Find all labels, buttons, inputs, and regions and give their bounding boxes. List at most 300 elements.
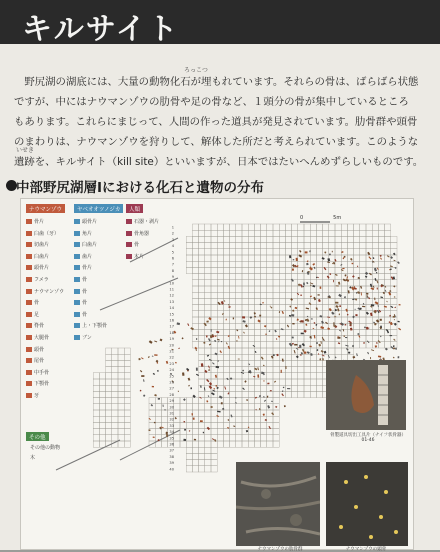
grid-cell — [217, 373, 223, 379]
fossil-mark — [319, 358, 321, 360]
grid-cell — [261, 255, 267, 261]
grid-cell — [304, 379, 310, 385]
grid-cell — [273, 267, 279, 273]
legend-item-label: 脊骨 — [34, 323, 45, 330]
fossil-mark — [291, 279, 294, 282]
grid-cell — [310, 292, 316, 298]
grid-cell — [217, 317, 223, 323]
grid-cell — [254, 323, 260, 329]
grid-cell — [292, 385, 298, 391]
fossil-mark — [156, 360, 159, 363]
grid-cell — [279, 230, 285, 236]
grid-row-label: 37 — [169, 448, 174, 453]
grid-cell — [378, 230, 384, 236]
grid-row-label: 35 — [169, 436, 174, 441]
grid-cell — [236, 255, 242, 261]
grid-cell — [236, 224, 242, 230]
legend-item-label: 尾骨 — [34, 358, 45, 365]
fossil-mark — [282, 359, 284, 362]
grid-cell — [298, 261, 304, 267]
grid-cell — [335, 317, 341, 323]
grid-cell — [254, 267, 260, 273]
fossil-mark — [222, 313, 224, 315]
fossil-mark — [216, 387, 219, 389]
grid-cell — [205, 398, 211, 404]
grid-cell — [199, 373, 205, 379]
grid-cell — [341, 298, 347, 304]
fossil-mark — [178, 391, 179, 392]
fossil-mark — [224, 300, 226, 302]
grid-cell — [378, 329, 384, 335]
grid-row-label: 28 — [169, 392, 174, 397]
grid-cell — [124, 367, 130, 373]
grid-cell — [385, 323, 391, 329]
fossil-mark — [154, 354, 157, 356]
grid-cell — [354, 236, 360, 242]
photo-caption-rib-cluster: ナウマンゾウの肋骨群 — [257, 547, 303, 552]
fossil-mark — [211, 392, 215, 395]
fossil-mark — [348, 290, 350, 293]
fossil-mark — [298, 284, 300, 286]
fossil-mark — [338, 342, 340, 344]
grid-cell — [161, 441, 167, 447]
fossil-mark — [209, 359, 212, 361]
grid-cell — [242, 336, 248, 342]
fossil-mark — [292, 268, 294, 270]
grid-cell — [323, 280, 329, 286]
grid-cell — [205, 404, 211, 410]
grid-cell — [99, 385, 105, 391]
fossil-mark — [393, 345, 394, 347]
fossil-mark — [188, 385, 190, 387]
grid-cell — [205, 286, 211, 292]
grid-cell — [112, 367, 118, 373]
fossil-mark — [200, 386, 201, 388]
fossil-mark — [362, 306, 365, 307]
fossil-mark — [374, 268, 377, 272]
fossil-mark — [350, 328, 353, 331]
grid-cell — [186, 243, 192, 249]
grid-cell — [211, 255, 217, 261]
grid-cell — [316, 385, 322, 391]
grid-cell — [99, 391, 105, 397]
grid-cell — [223, 243, 229, 249]
grid-cell — [199, 336, 205, 342]
grid-cell — [279, 305, 285, 311]
grid-cell — [236, 249, 242, 255]
grid-cell — [211, 249, 217, 255]
fossil-mark — [177, 322, 180, 325]
grid-cell — [372, 329, 378, 335]
grid-cell — [329, 311, 335, 317]
grid-cell — [285, 230, 291, 236]
fossil-mark — [143, 379, 145, 382]
grid-cell — [211, 466, 217, 472]
grid-cell — [323, 311, 329, 317]
fossil-mark — [299, 345, 301, 348]
legend-item-label: 切歯片 — [34, 242, 50, 249]
grid-cell — [217, 305, 223, 311]
grid-cell — [360, 249, 366, 255]
fossil-mark — [318, 353, 319, 355]
fossil-mark — [267, 383, 269, 385]
grid-cell — [341, 274, 347, 280]
fossil-mark — [302, 270, 303, 272]
fossil-mark — [282, 311, 284, 314]
grid-cell — [366, 329, 372, 335]
fossil-mark — [309, 250, 310, 252]
grid-cell — [211, 243, 217, 249]
grid-cell — [211, 236, 217, 242]
grid-cell — [316, 280, 322, 286]
grid-cell — [354, 249, 360, 255]
fossil-mark — [206, 379, 209, 382]
fossil-mark — [265, 334, 266, 335]
fossil-mark — [235, 402, 237, 404]
grid-cell — [106, 410, 112, 416]
grid-cell — [186, 416, 192, 422]
grid-cell — [261, 236, 267, 242]
fossil-mark — [318, 344, 320, 347]
grid-cell — [230, 385, 236, 391]
grid-cell — [236, 348, 242, 354]
grid-cell — [223, 261, 229, 267]
grid-cell — [335, 249, 341, 255]
legend-item-label: 骨 — [134, 242, 140, 249]
fossil-mark — [157, 370, 159, 372]
grid-cell — [267, 360, 273, 366]
grid-cell — [161, 404, 167, 410]
grid-cell — [112, 410, 118, 416]
grid-cell — [304, 305, 310, 311]
grid-cell — [267, 311, 273, 317]
grid-cell — [304, 243, 310, 249]
fossil-mark — [194, 439, 196, 441]
grid-row-label: 32 — [169, 417, 174, 422]
grid-cell — [242, 255, 248, 261]
grid-cell — [248, 429, 254, 435]
fossil-mark — [196, 338, 197, 340]
grid-cell — [205, 441, 211, 447]
grid-cell — [329, 329, 335, 335]
fossil-mark — [222, 408, 224, 410]
ruby-iseki: いせき — [16, 147, 35, 154]
grid-cell — [230, 354, 236, 360]
grid-cell — [316, 360, 322, 366]
grid-cell — [217, 342, 223, 348]
grid-cell — [192, 460, 198, 466]
grid-cell — [323, 236, 329, 242]
grid-cell — [186, 453, 192, 459]
grid-cell — [242, 342, 248, 348]
fossil-mark — [348, 352, 350, 354]
grid-cell — [199, 367, 205, 373]
grid-cell — [199, 292, 205, 298]
grid-cell — [285, 391, 291, 397]
grid-cell — [267, 236, 273, 242]
grid-cell — [298, 360, 304, 366]
grid-cell — [118, 391, 124, 397]
grid-cell — [223, 398, 229, 404]
grid-cell — [211, 280, 217, 286]
fossil-mark — [192, 413, 193, 415]
grid-cell — [292, 336, 298, 342]
grid-cell — [223, 429, 229, 435]
fossil-mark — [209, 382, 212, 385]
fossil-mark — [296, 258, 298, 261]
grid-cell — [285, 336, 291, 342]
grid-cell — [223, 230, 229, 236]
grid-cell — [118, 398, 124, 404]
fossil-mark — [264, 325, 266, 327]
grid-cell — [248, 342, 254, 348]
grid-row-label: 12 — [169, 293, 174, 298]
grid-cell — [366, 236, 372, 242]
grid-cell — [273, 255, 279, 261]
grid-cell — [267, 342, 273, 348]
grid-cell — [335, 348, 341, 354]
fossil-mark — [182, 372, 184, 376]
grid-cell — [99, 441, 105, 447]
grid-cell — [199, 224, 205, 230]
grid-cell — [329, 224, 335, 230]
grid-cell — [248, 416, 254, 422]
grid-cell — [261, 429, 267, 435]
grid-cell — [248, 404, 254, 410]
fossil-mark — [254, 368, 257, 371]
grid-cell — [186, 267, 192, 273]
grid-cell — [279, 261, 285, 267]
grid-cell — [378, 311, 384, 317]
grid-cell — [360, 236, 366, 242]
grid-cell — [254, 329, 260, 335]
grid-cell — [242, 274, 248, 280]
grid-cell — [347, 230, 353, 236]
grid-cell — [236, 416, 242, 422]
fossil-mark — [349, 286, 351, 288]
legend-group-tab: ヤベオオツノジカ — [74, 204, 123, 213]
grid-cell — [149, 398, 155, 404]
fossil-mark — [390, 256, 393, 259]
grid-cell — [391, 305, 397, 311]
fossil-mark — [325, 322, 328, 325]
legend-item-label: 石器・剥片 — [134, 219, 160, 225]
grid-cell — [217, 243, 223, 249]
fossil-mark — [398, 356, 400, 358]
grid-cell — [180, 398, 186, 404]
legend-item-label: 大腿骨 — [34, 335, 50, 341]
grid-cell — [180, 410, 186, 416]
grid-cell — [279, 249, 285, 255]
fossil-mark — [289, 315, 291, 317]
grid-cell — [360, 311, 366, 317]
grid-row-label: 24 — [169, 368, 174, 373]
grid-cell — [205, 236, 211, 242]
grid-cell — [391, 336, 397, 342]
grid-cell — [261, 398, 267, 404]
fossil-mark — [289, 343, 293, 347]
fossil-mark — [154, 341, 157, 343]
fossil-mark — [393, 357, 395, 359]
grid-cell — [211, 298, 217, 304]
grid-cell — [236, 410, 242, 416]
grid-cell — [236, 429, 242, 435]
grid-cell — [192, 447, 198, 453]
grid-cell — [298, 367, 304, 373]
grid-cell — [304, 274, 310, 280]
grid-cell — [93, 391, 99, 397]
grid-cell — [304, 385, 310, 391]
fossil-mark — [322, 257, 325, 260]
fossil-mark — [303, 283, 305, 286]
grid-cell — [378, 267, 384, 273]
grid-cell — [304, 230, 310, 236]
scale-bar-label: 0 5m — [300, 215, 342, 221]
grid-cell — [261, 280, 267, 286]
fossil-mark — [366, 293, 368, 295]
grid-cell — [267, 249, 273, 255]
fossil-mark — [335, 302, 338, 304]
grid-cell — [273, 342, 279, 348]
fossil-mark — [366, 328, 369, 329]
grid-cell — [261, 249, 267, 255]
grid-cell — [211, 460, 217, 466]
grid-cell — [273, 429, 279, 435]
grid-cell — [298, 243, 304, 249]
fossil-mark — [345, 324, 347, 326]
grid-cell — [292, 292, 298, 298]
grid-cell — [267, 323, 273, 329]
grid-cell — [118, 367, 124, 373]
grid-cell — [254, 416, 260, 422]
fossil-mark — [281, 393, 284, 396]
grid-cell — [285, 329, 291, 335]
fossil-mark — [267, 405, 270, 408]
grid-cell — [236, 267, 242, 273]
grid-cell — [199, 410, 205, 416]
grid-cell — [199, 435, 205, 441]
grid-cell — [93, 398, 99, 404]
grid-cell — [236, 367, 242, 373]
fossil-mark — [261, 372, 265, 375]
legend-item-label: 臼歯片 — [82, 242, 98, 249]
grid-cell — [292, 373, 298, 379]
grid-cell — [192, 422, 198, 428]
grid-cell — [248, 410, 254, 416]
grid-cell — [106, 398, 112, 404]
section-title: 中部野尻湖層Ⅰにおける化石と遺物の分布 — [16, 180, 265, 196]
grid-cell — [118, 354, 124, 360]
grid-cell — [347, 243, 353, 249]
legend-item-label: 骨 — [82, 288, 88, 295]
grid-cell — [149, 410, 155, 416]
fossil-mark — [312, 285, 315, 288]
grid-cell — [292, 379, 298, 385]
fossil-mark — [236, 329, 238, 331]
fossil-mark — [238, 336, 239, 339]
grid-cell — [192, 255, 198, 261]
fossil-mark — [216, 366, 220, 368]
grid-cell — [192, 466, 198, 472]
grid-cell — [199, 317, 205, 323]
grid-cell — [186, 398, 192, 404]
fossil-mark — [166, 361, 168, 364]
grid-cell — [230, 249, 236, 255]
grid-cell — [360, 280, 366, 286]
grid-cell — [236, 398, 242, 404]
grid-cell — [298, 373, 304, 379]
grid-cell — [372, 249, 378, 255]
bone-tool-image — [326, 360, 406, 430]
grid-cell — [211, 311, 217, 317]
grid-cell — [279, 385, 285, 391]
fossil-mark — [336, 285, 339, 286]
grid-cell — [199, 429, 205, 435]
grid-cell — [298, 274, 304, 280]
fossil-mark — [196, 349, 197, 351]
grid-cell — [360, 243, 366, 249]
fossil-mark — [254, 312, 256, 314]
grid-cell — [118, 348, 124, 354]
fossil-mark — [189, 430, 191, 432]
grid-cell — [372, 224, 378, 230]
fossil-mark — [270, 307, 272, 309]
grid-cell — [273, 298, 279, 304]
fossil-mark — [287, 325, 289, 328]
grid-cell — [310, 367, 316, 373]
fossil-mark — [190, 327, 194, 330]
grid-cell — [292, 274, 298, 280]
grid-cell — [279, 367, 285, 373]
fossil-mark — [208, 395, 210, 397]
grid-cell — [99, 410, 105, 416]
fossil-mark — [357, 266, 358, 267]
fossil-mark — [218, 341, 219, 342]
fossil-mark — [377, 288, 378, 290]
grid-cell — [199, 311, 205, 317]
grid-cell — [248, 373, 254, 379]
fossil-mark — [370, 357, 371, 359]
grid-cell — [267, 230, 273, 236]
grid-cell — [385, 230, 391, 236]
fossil-mark — [377, 305, 378, 307]
grid-cell — [199, 305, 205, 311]
fossil-mark — [250, 316, 253, 319]
fossil-mark — [284, 405, 286, 407]
grid-cell — [192, 410, 198, 416]
grid-cell — [341, 329, 347, 335]
legend-item-label: 牙 — [34, 393, 40, 399]
fossil-mark — [394, 307, 396, 309]
grid-cell — [199, 348, 205, 354]
grid-cell — [316, 255, 322, 261]
grid-cell — [248, 323, 254, 329]
fossil-mark — [355, 298, 357, 300]
grid-row-label: 23 — [169, 361, 174, 366]
grid-cell — [261, 292, 267, 298]
grid-cell — [217, 261, 223, 267]
grid-cell — [360, 255, 366, 261]
grid-cell — [279, 323, 285, 329]
fossil-mark — [324, 251, 326, 253]
grid-cell — [236, 360, 242, 366]
fossil-mark — [297, 319, 299, 321]
grid-cell — [248, 336, 254, 342]
fossil-mark — [309, 267, 313, 270]
grid-cell — [310, 385, 316, 391]
grid-cell — [199, 329, 205, 335]
grid-cell — [236, 317, 242, 323]
